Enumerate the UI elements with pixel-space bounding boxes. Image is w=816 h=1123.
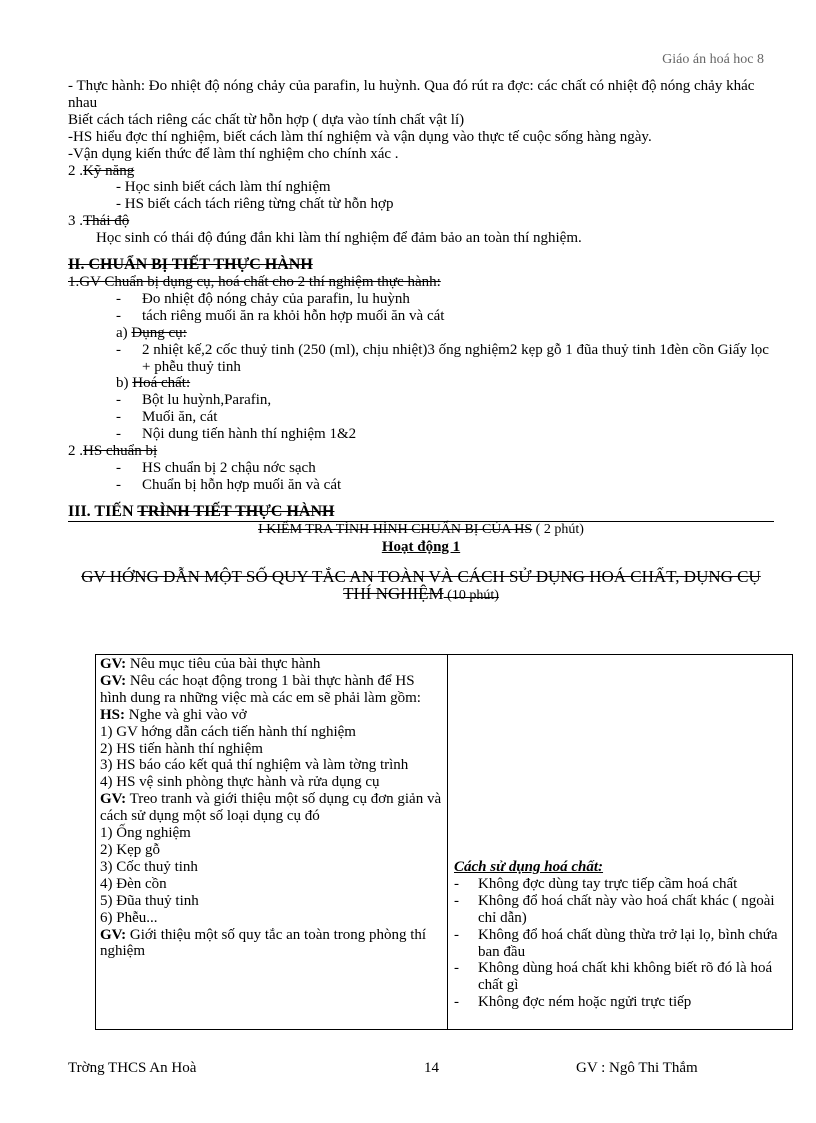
section-3-title: III. TIẾN TRÌNH TIẾT THỰC HÀNH <box>68 502 335 520</box>
table-row <box>100 724 443 741</box>
item-text: Không đợc dùng tay trực tiếp cầm hoá chất <box>478 875 738 892</box>
row-text: 3) Cốc thuỷ tinh <box>100 858 198 875</box>
row-text: Nghe và ghi vào vở <box>125 706 247 723</box>
row-text: 4) HS vệ sinh phòng thực hành và rửa dụng cụ <box>100 774 380 791</box>
table-row <box>100 656 443 673</box>
item-text: Không đợc ném hoặc ngửi trực tiếp <box>478 994 692 1011</box>
bullet: - <box>454 994 459 1011</box>
document-body <box>68 78 774 605</box>
table-row <box>100 842 443 859</box>
tools-heading: a) Dụng cụ: <box>116 324 187 341</box>
objective-line: -Vận dụng kiến thức để làm thí nghiệm cho chính xác . <box>68 145 399 162</box>
list-item: - Bột lu huỳnh,Parafin, <box>116 392 272 409</box>
table-row <box>100 859 443 876</box>
bullet: - <box>454 960 459 977</box>
skills-heading: 2 .Kỹ năng <box>68 162 135 179</box>
chem-usage-list <box>454 876 786 1011</box>
bullet: - <box>454 926 459 943</box>
list-item: - Muối ăn, cát <box>116 409 218 426</box>
list-item <box>454 994 786 1011</box>
table-row <box>100 741 443 758</box>
row-text: 6) Phễu... <box>100 909 158 926</box>
objective-line: -HS hiểu đợc thí nghiệm, biết cách làm thí nghiệm và vận dụng vào thực tế cuộc sống hàng ngày. <box>68 128 652 145</box>
gv-prep: 1.GV Chuẩn bị dụng cụ, hoá chất cho 2 thí nghiệm thực hành: <box>68 273 441 290</box>
chem-usage-title: Cách sử dụng hoá chất: <box>454 859 604 875</box>
list-item: - HS chuẩn bị 2 chậu nớc sạch <box>116 459 316 476</box>
list-item <box>454 893 786 927</box>
list-item <box>454 876 786 893</box>
list-item: - Đo nhiệt độ nóng chảy của parafin, lu huỳnh <box>116 290 410 307</box>
chemicals-heading: b) Hoá chất: <box>116 375 191 392</box>
attitude-heading: 3 .Thái độ <box>68 213 130 230</box>
row-text: 2) HS tiến hành thí nghiệm <box>100 740 263 757</box>
attitude-text: Học sinh có thái độ đúng đắn khi làm thí nghiệm để đảm bảo an toàn thí nghiệm. <box>96 230 582 247</box>
row-text: 1) Ống nghiệm <box>100 825 191 842</box>
teacher-student-column <box>96 655 448 1029</box>
skill-item: - Học sinh biết cách làm thí nghiệm <box>116 179 331 196</box>
row-text: 2) Kẹp gỗ <box>100 841 160 858</box>
row-text: Nêu mục tiêu của bài thực hành <box>126 656 321 672</box>
table-row <box>100 876 443 893</box>
table-row <box>100 774 443 791</box>
bullet: - <box>454 892 459 909</box>
table-row <box>100 825 443 842</box>
row-text: 1) GV hớng dẫn cách tiến hành thí nghiệm <box>100 723 356 740</box>
row-text: Nêu các hoạt động trong 1 bài thực hành để HS hình dung ra những việc mà các em sẽ phải làm gồm: <box>100 672 421 706</box>
activity-heading: GV HỚNG DẪN MỘT SỐ QUY TẮC AN TOÀN VÀ CÁCH SỬ DỤNG HOÁ CHẤT, DỤNG CỤ THÍ NGHIỆM (10 phút) <box>81 567 761 604</box>
speaker-label: GV: <box>100 656 127 672</box>
bullet: - <box>454 875 459 892</box>
list-item: - Nội dung tiến hành thí nghiệm 1&2 <box>116 426 357 443</box>
table-row <box>100 757 443 774</box>
table-row <box>100 707 443 724</box>
row-text: Treo tranh và giới thiệu một số dụng cụ đơn giản và cách sử dụng một số loại dụng cụ đó <box>100 791 442 825</box>
row-text: Giới thiệu một số quy tắc an toàn trong phòng thí nghiệm <box>100 926 427 960</box>
speaker-label: GV: <box>100 672 127 689</box>
activity-table <box>95 654 793 1030</box>
table-row <box>100 893 443 910</box>
table-row <box>100 927 443 961</box>
speaker-label: GV: <box>100 791 127 808</box>
list-item: - Chuẩn bị hỗn hợp muối ăn và cát <box>116 476 342 493</box>
table-row <box>100 910 443 927</box>
footer-school: Trờng THCS An Hoà <box>68 1060 197 1076</box>
table-row <box>100 791 443 825</box>
list-item: - tách riêng muối ăn ra khỏi hỗn hợp muối ăn và cát <box>116 307 445 324</box>
table-row <box>100 673 443 707</box>
objective-line: Biết cách tách riêng các chất từ hỗn hợp ( dựa vào tính chất vật lí) <box>68 111 465 128</box>
footer-teacher: GV : Ngô Thi Thắm <box>576 1060 698 1076</box>
list-item <box>454 927 786 961</box>
skill-item: - HS biết cách tách riêng từng chất từ hỗn hợp <box>116 196 394 213</box>
list-item: - 2 nhiệt kế,2 cốc thuỷ tinh (250 (ml), chịu nhiệt)3 ống nghiệm2 kẹp gỗ 1 đũa thuỷ tinh 1đèn cồn Giấy lọc + phễu thuỷ tinh <box>116 341 769 375</box>
item-text: Không đổ hoá chất này vào hoá chất khác ( ngoài chỉ dẫn) <box>478 892 775 926</box>
item-text: Không dùng hoá chất khi không biết rõ đó là hoá chất gì <box>478 960 773 994</box>
row-text: 3) HS báo cáo kết quả thí nghiệm và làm tờng trình <box>100 757 409 774</box>
item-text: Không đổ hoá chất dùng thừa trở lại lọ, bình chứa ban đầu <box>478 926 778 960</box>
notes-column <box>448 655 792 1029</box>
header-title: Giáo án hoá hoc 8 <box>662 52 764 67</box>
speaker-label: HS: <box>100 706 126 723</box>
objective-line: - Thực hành: Đo nhiệt độ nóng chảy của parafin, lu huỳnh. Qua đó rút ra đợc: các chất có nhiệt độ nóng chảy khác nhau <box>68 78 755 111</box>
row-text: 4) Đèn cồn <box>100 875 167 892</box>
speaker-label: GV: <box>100 926 127 943</box>
row-text: 5) Đũa thuỷ tinh <box>100 892 199 909</box>
list-item <box>454 960 786 994</box>
check-preparation: I KIỂM TRA TÌNH HÌNH CHUẨN BỊ CỦA HS ( 2 phút) <box>68 521 774 539</box>
activity-title: Hoạt động 1 <box>381 538 461 555</box>
section-2-title: II. CHUẨN BỊ TIẾT THỰC HÀNH <box>68 256 313 274</box>
hs-heading: 2 .HS chuẩn bị <box>68 443 158 460</box>
footer-page-number: 14 <box>424 1060 439 1076</box>
